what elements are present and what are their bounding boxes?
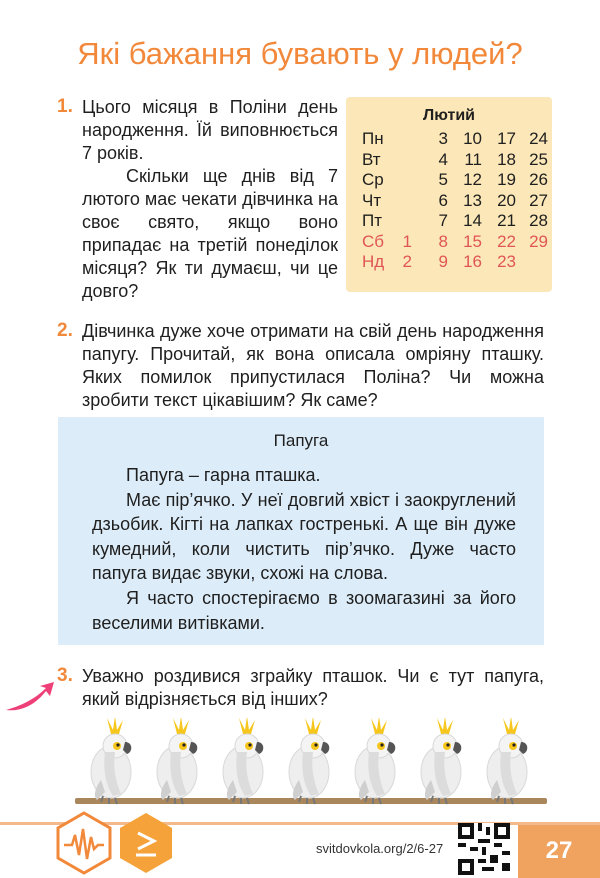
task-3-text: Уважно роздивися зграйку пташок. Чи є тут папуга, який відрізняється від інших? [82,666,544,709]
pointer-arrow-icon [4,680,56,720]
calendar-row [346,150,552,171]
calendar-date: 9 [438,252,448,271]
calendar-date: 26 [529,170,548,189]
calendar-date: 4 [438,149,448,169]
calendar-date: 25 [529,149,548,169]
calendar-date: 10 [463,129,482,148]
calendar-row [346,129,552,150]
calendar-date: 6 [438,190,448,210]
task-1-text [82,96,338,303]
cockatoo-icon [355,718,395,804]
cockatoo-icon [289,718,329,804]
calendar-date: 23 [497,252,516,271]
cockatoo-icon [223,718,263,804]
calendar-date: 22 [497,231,516,251]
calendar-date: 24 [529,129,548,148]
calendar-date: 5 [438,170,448,189]
calendar-date: 1 [402,231,412,251]
comparison-hexagon-icon [118,811,174,875]
calendar-date: 13 [463,190,482,210]
page-title: Які бажання бувають у людей? [77,36,523,71]
calendar-date: 7 [438,211,448,230]
perch-branch [75,798,547,804]
calendar-date: 29 [529,231,548,251]
footer-url[interactable]: svitdovkola.org/2/6-27 [316,841,444,856]
calendar-weekday: Нд [362,252,385,271]
calendar-weekday: Пн [362,129,384,148]
essay-body [92,463,516,635]
essay-paragraph-2: Має пір’ячко. У неї довгий хвіст і заокруглений дзьобик. Кігті на лапках гостренькі. А ще він дуже кумедний, коли чистить пір’ячко. Дуже часто папуга видає звуки, схожі на слова. [92,489,516,584]
cockatoo-icon [487,718,527,804]
calendar-date: 21 [497,211,516,230]
cockatoo-icon [421,718,461,804]
page-number: 27 [545,837,573,864]
essay-box [58,417,544,645]
calendar-weekday: Ср [362,170,384,189]
task-1-paragraph-1: Цього місяця в Поліни день народження. Їй виповнюється 7 років. [82,97,338,163]
page-number-box [518,825,600,878]
essay-paragraph-3: Я часто спостерігаємо в зоомагазині за його веселими витівками. [92,587,516,633]
calendar-weekday: Вт [362,149,381,169]
cockatoo-icon [91,718,131,804]
calendar-weekday: Пт [362,211,383,230]
calendar-date: 18 [497,149,516,169]
calendar-row [346,191,552,212]
calendar-month: Лютий [423,107,475,124]
calendar-date: 11 [464,149,482,169]
calendar [346,97,552,292]
calendar-row [346,170,552,191]
calendar-row [346,232,552,253]
calendar-date: 15 [463,231,482,251]
calendar-date: 28 [529,211,548,230]
soundwave-hexagon-icon [56,811,112,875]
calendar-date: 16 [463,252,482,271]
calendar-weekday: Чт [362,190,382,210]
task-1-number: 1. [57,96,73,117]
task-2-text: Дівчинка дуже хоче отримати на свій день народження папугу. Прочитай, як вона описала омріяну пташку. Яких помилок припустилася Поліна? Чи можна зробити текст цікавішим? Як саме? [82,321,544,410]
cockatoo-flock-illustration [75,718,547,806]
qr-code-icon [458,823,510,875]
essay-title: Папуга [273,431,329,450]
calendar-date: 2 [402,252,412,271]
calendar-row [346,211,552,232]
essay-paragraph-1: Папуга – гарна пташка. [126,465,321,485]
task-1-paragraph-2: Скільки ще днів від 7 лютого має чекати дівчинка на своє свято, якщо воно припадає на третій понеділок місяця? Як ти думаєш, чи це довго? [82,166,338,301]
calendar-date: 3 [438,129,448,148]
calendar-date: 27 [529,190,548,210]
calendar-row [346,252,552,273]
task-2-number: 2. [57,320,73,341]
calendar-date: 12 [463,170,482,189]
calendar-date: 8 [438,231,448,251]
calendar-weekday: Сб [362,231,385,251]
calendar-date: 14 [463,211,482,230]
calendar-date: 20 [497,190,516,210]
cockatoo-icon [157,718,197,804]
calendar-date: 19 [497,170,516,189]
calendar-date: 17 [497,129,516,148]
task-3-number: 3. [57,665,73,686]
